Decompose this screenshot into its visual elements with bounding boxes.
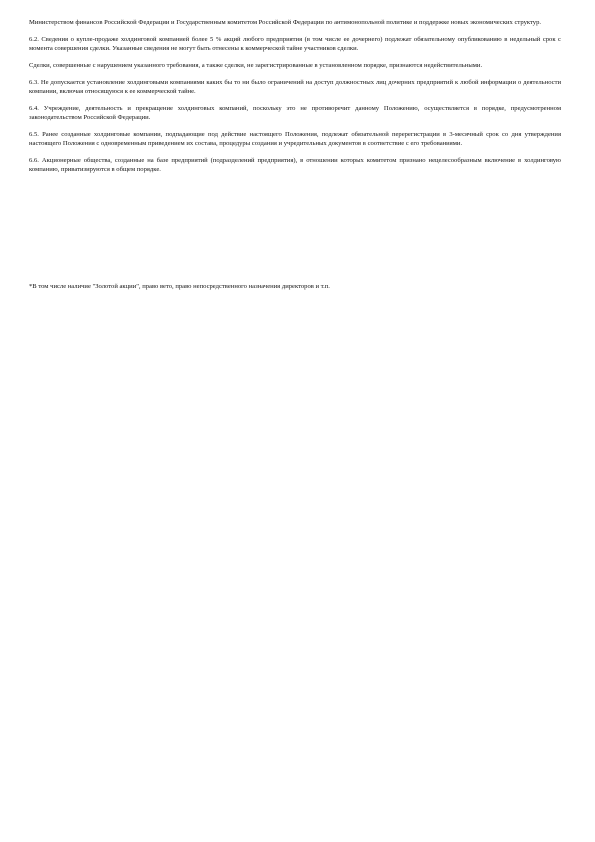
document-body — [29, 18, 561, 182]
footnote: *В том числе наличие "Золотой акции", право вето, право непосредственного назначения директоров и т.п. — [29, 283, 330, 290]
paragraph-sdelki-invalid: Сделки, совершенные с нарушением указанного требования, а также сделки, не зарегистрированные в установленном порядке, признаются недействительными. — [29, 62, 483, 69]
paragraph-6-6: 6.6. Акционерные общества, созданные на базе предприятий (подразделений предприятия), в отношении которых комитетом признано нецелесообразным включение в холдинговую компанию, приватизируются в общем порядке. — [29, 157, 561, 173]
paragraph-6-3: 6.3. Не допускается установление холдинговыми компаниями каких бы то ни было ограничений на доступ должностных лиц дочерних предприятий к любой информации о деятельности компании, включая относящуюся к ее коммерческой тайне. — [29, 79, 561, 95]
paragraph-6-2: 6.2. Сведения о купле-продаже холдинговой компанией более 5 % акций любого предприятия (в том числе ее дочернего) подлежат обязательному опубликованию в недельный срок с момента совершения сделки. Указанные сведения не могут быть отнесены к коммерческой тайне участников сделки. — [29, 36, 561, 52]
paragraph-continuation: Министерством финансов Российской Федерации и Государственным комитетом Российской Федерации по антимонопольной политике и поддержке новых экономических структур. — [29, 19, 542, 26]
paragraph-6-5: 6.5. Ранее созданные холдинговые компании, подпадающие под действие настоящего Положения, подлежат обязательной перерегистрации в 3-месячный срок со дня утверждения настоящего Положения с одновременным приведением их состава, процедуры создания и учредительных документов в соответствие с его требованиями. — [29, 131, 561, 147]
paragraph-6-4: 6.4. Учреждение, деятельность и прекращение холдинговых компаний, поскольку это не противоречит данному Положению, осуществляется в порядке, предусмотренном законодательством Российской Федерации. — [29, 105, 561, 121]
